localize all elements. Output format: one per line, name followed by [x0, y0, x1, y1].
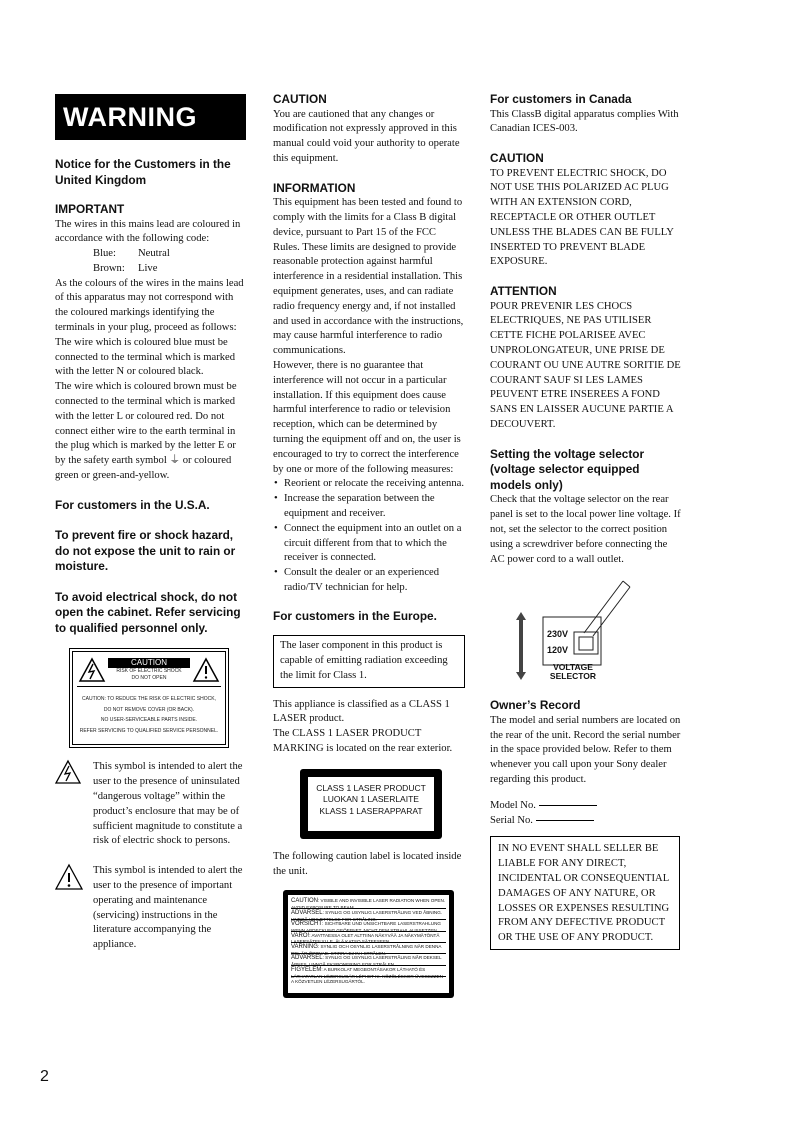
laser-notice-box: [273, 635, 465, 687]
list-item: • Increase the separation between the equipment and receiver.: [273, 492, 465, 522]
marking-text: The CLASS 1 LASER PRODUCT MARKING is located on the rear exterior.: [273, 728, 453, 754]
code-brown-label: Brown:: [93, 262, 125, 274]
caution-label-line: VARNING: SYNLIG OCH OSYNLIG LASERSTRÅLNING NÄR DENNA DEL ÄR ÖPPNAD. STIRRA EJ IN I STRÅLEN.: [291, 943, 446, 954]
laser-label-line: LUOKAN 1 LASERLAITE: [323, 794, 419, 805]
laser-label-line: KLASS 1 LASERAPPARAT: [319, 805, 423, 816]
column-middle: [273, 92, 465, 998]
europe-heading: For customers in the Europe.: [273, 608, 437, 623]
usa-heading: For customers in the U.S.A.: [55, 497, 210, 512]
caution-heading: CAUTION: [273, 92, 327, 106]
caution-label-line: FIGYELEM: A BURKOLAT MEGBONTÁSAKOR LÁTHATÓ ÉS LÁTHATATLAN LÉZERSUGÁR LÉPHET KI. KÖZÖLÉSKOR ÜVEGEZZEN A KÖZVETLEN LÉZERSUGÁRTÓL.: [291, 966, 446, 977]
caution-label-line3: NO USER-SERVICEABLE PARTS INSIDE.: [100, 717, 198, 724]
selector-120-label: 120V: [547, 645, 569, 656]
code-blue-label: Blue:: [93, 248, 116, 260]
symbol-note-lightning: [55, 760, 247, 849]
important-heading: IMPORTANT: [55, 202, 125, 216]
inside-text: The following caution label is located inside the unit.: [273, 850, 462, 877]
information-heading: INFORMATION: [273, 180, 356, 195]
selector-230-label: 230V: [547, 629, 569, 640]
exclamation-triangle-icon: [55, 864, 83, 890]
caution-label: [69, 648, 229, 748]
serial-number-row: [490, 814, 682, 829]
caution-label-line: VARO!: AVATTAESSA OLET ALTTIINA NÄKYVÄÄ JA NÄKYMÄTÖNTÄ LASERSÄTEILYLLE. ÄLÄ KATSO SÄTEESEEN.: [291, 932, 446, 943]
shock-heading: To avoid electrical shock, do not open the cabinet. Refer servicing to qualified personnel only.: [55, 589, 241, 635]
symbol1-text: This symbol is intended to alert the user to the presence of uninsulated “dangerous voltage” within the product’s enclosure that may be of sufficient magnitude to constitute a risk of electric shock to persons.: [93, 761, 243, 847]
attention-heading: ATTENTION: [490, 284, 557, 299]
multilingual-caution-label: [283, 890, 454, 998]
caution-heading: CAUTION: [490, 151, 544, 166]
list-item: • Consult the dealer or an experienced radio/TV technician for help.: [273, 566, 465, 596]
column-left: [55, 92, 247, 953]
caution-label-line4: REFER SERVICING TO QUALIFIED SERVICE PERSONNEL.: [79, 727, 219, 734]
canada-heading: For customers in Canada: [490, 92, 632, 106]
exclamation-triangle-icon: [193, 658, 219, 682]
page-number: 2: [40, 1068, 49, 1085]
code-blue-value: Neutral: [138, 248, 170, 260]
voltage-text: Check that the voltage selector on the rear panel is set to the local power line voltage. If not, set the selector to the correct position using a screwdriver before connecting the AC power cord to a wall outlet.: [490, 494, 681, 565]
classified-text: This appliance is classified as a CLASS 1 LASER product.: [273, 698, 450, 725]
however-text: However, there is no guarantee that interference will not occur in a particular installation. If this equipment does cause harmful interference to radio or television reception, which can be determined by turning the equipment off and on, the user is encouraged to try to correct the interference by one or more of the following measures:: [273, 359, 461, 475]
caution-label-line: ADVARSEL: SYNLIG OG USYNLIG LASERSTRÅLING NÅR DEKSEL ÅPNES. UNNGÅ EKSPONERING FOR STRÅLEN.: [291, 954, 446, 965]
warning-title: WARNING: [55, 94, 246, 140]
model-label: Model No.: [490, 799, 536, 811]
model-field[interactable]: [539, 805, 597, 806]
caution-label-line2: DO NOT REMOVE COVER (OR BACK).: [103, 706, 195, 713]
symbol-note-exclamation: [55, 864, 247, 953]
brown-wire-text: The wire which is coloured brown must be connected to the terminal which is marked with the letter L or coloured red. Do not connect either wire to the earth terminal in the plug which is marked by the letter E or by the safety earth symbol ⏚ or coloured green or green-and-yellow.: [55, 381, 237, 482]
lightning-triangle-icon: [55, 760, 81, 784]
voltage-selector-diagram: [514, 577, 644, 682]
important-text: The wires in this mains lead are coloured in accordance with the following code:: [55, 218, 241, 245]
serial-field[interactable]: [536, 820, 594, 821]
wire-code-table: [55, 247, 247, 277]
colours-text: As the colours of the wires in the mains lead of this apparatus may not correspond with the coloured markings identifying the terminals in your plug, proceed as follows:: [55, 277, 244, 334]
class1-laser-label: [300, 769, 442, 839]
caution-label-line: CAUTION: VISIBLE AND INVISIBLE LASER RADIATION WHEN OPEN. AVOID EXPOSURE TO BEAM.: [291, 898, 446, 911]
owners-record-heading: Owner’s Record: [490, 698, 581, 713]
liability-box: [490, 836, 680, 950]
blue-wire-text: The wire which is coloured blue must be connected to the terminal which is marked with the letter N or coloured black.: [55, 336, 236, 378]
symbol2-text: This symbol is intended to alert the user to the presence of important operating and maintenance (servicing) instructions in the literature accompanying the appliance.: [93, 865, 243, 951]
laser-label-line: CLASS 1 LASER PRODUCT: [316, 782, 426, 793]
list-item: • Reorient or relocate the receiving antenna.: [273, 477, 465, 492]
model-number-row: [490, 799, 682, 814]
fire-heading: To prevent fire or shock hazard, do not expose the unit to rain or moisture.: [55, 528, 236, 574]
measures-list: [273, 477, 465, 595]
caution-label-line1: CAUTION: TO REDUCE THE RISK OF ELECTRIC SHOCK,: [82, 696, 216, 703]
lightning-triangle-icon: [79, 658, 105, 682]
caution-label-title: CAUTION: [108, 658, 190, 668]
liability-text: IN NO EVENT SHALL SELLER BE LIABLE FOR ANY DIRECT, INCIDENTAL OR CONSEQUENTIAL DAMAGES OF ANY NATURE, OR LOSSES OR EXPENSES RESULTING FROM ANY DEFECTIVE PRODUCT OR THE USE OF ANY PRODUCT.: [498, 843, 670, 944]
selector-caption: VOLTAGE SELECTOR: [549, 662, 597, 682]
laser-box-text: The laser component in this product is capable of emitting radiation exceeding the limit for Class 1.: [280, 640, 448, 681]
earth-symbol-icon: ⏚: [169, 455, 181, 467]
caution-label-line: ADVARSEL: SYNLIG OG USYNLIG LASERSTRÅLING VED ÅBNING. UNDGÅ UDSÆTTELSE FOR STRÅLING.: [291, 909, 446, 920]
attention-text: POUR PREVENIR LES CHOCS ELECTRIQUES, NE PAS UTILISER CETTE FICHE POLARISEE AVEC UNPROLONGATEUR, UNE PRISE DE COURANT OU UNE AUTRE SORITIE DE COURANT SAUF SI LES LAMES PEUVENT ETRE INSEREES A FOND SANS EN LAISSER AUCUNE PARTIE A DECOUVERT.: [490, 300, 681, 431]
owners-record-text: The model and serial numbers are located on the rear of the unit. Record the serial number in the space provided below. Refer to them whenever you call upon your Sony dealer regarding this product.: [490, 714, 681, 786]
information-text: This equipment has been tested and found to comply with the limits for a Class B digital device, pursuant to Part 15 of the FCC Rules. These limits are designed to provide reasonable protection against harmful interference in a residential installation. This equipment generates, uses, and can radiate radio frequency energy and, if not installed and used in accordance with the instructions, may cause harmful interference to radio communications.: [273, 197, 464, 357]
caution-label-line: VORSICHT: SICHTBARE UND UNSICHTBARE LASERSTRAHLUNG WENN ABDECKUNG GEÖFFNET. NICHT DEM STRAHL AUSSETZEN.: [291, 920, 446, 931]
voltage-heading: Setting the voltage selector (voltage selector equipped models only): [490, 446, 645, 492]
uk-heading: Notice for the Customers in the United Kingdom: [55, 157, 231, 187]
serial-label: Serial No.: [490, 814, 533, 826]
code-brown-value: Live: [138, 262, 158, 274]
caution-label-sub1: RISK OF ELECTRIC SHOCK: [116, 668, 182, 675]
caution-text: TO PREVENT ELECTRIC SHOCK, DO NOT USE THIS POLARIZED AC PLUG WITH AN EXTENSION CORD, RECEPTACLE OR OTHER OUTLET UNLESS THE BLADES CAN BE FULLY INSERTED TO PREVENT BLADE EXPOSURE.: [490, 167, 674, 268]
list-item: • Connect the equipment into an outlet on a circuit different from that to which the receiver is connected.: [273, 522, 465, 566]
column-right: [490, 92, 682, 950]
canada-text: This ClassB digital apparatus complies With Canadian ICES-003.: [490, 108, 679, 135]
caution-label-sub2: DO NOT OPEN: [131, 674, 167, 681]
caution-text: You are cautioned that any changes or modification not expressly approved in this manual could void your authority to operate this equipment.: [273, 108, 460, 164]
